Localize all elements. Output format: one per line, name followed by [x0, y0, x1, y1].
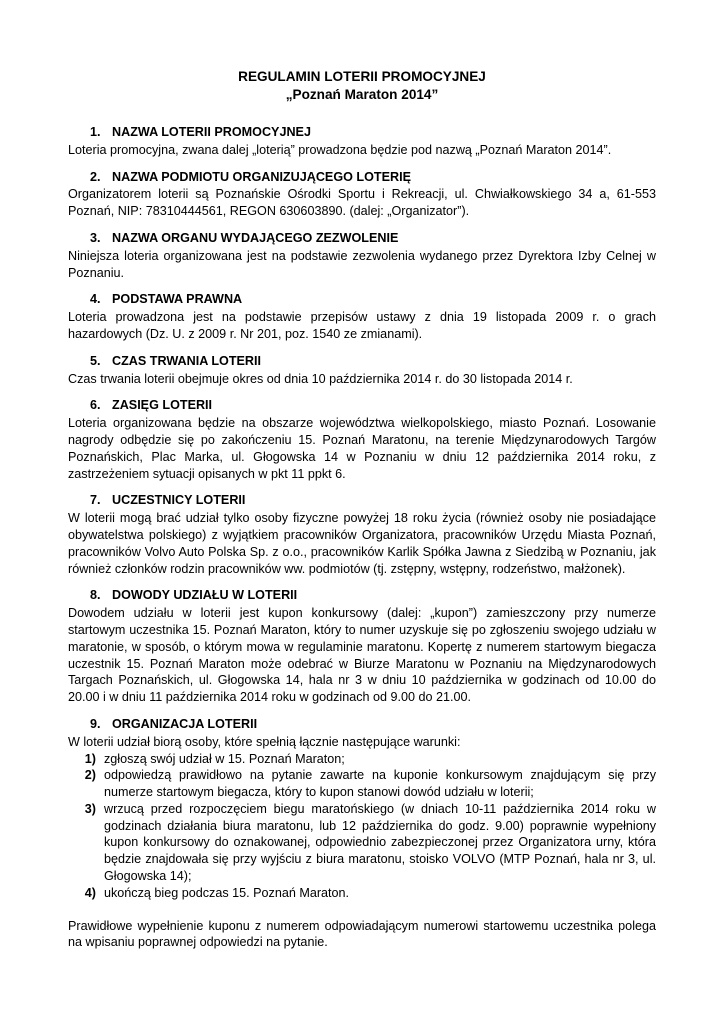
section-1 — [68, 124, 656, 159]
conditions-list — [68, 751, 656, 902]
document-subtitle: „Poznań Maraton 2014” — [285, 87, 439, 102]
section-3 — [68, 230, 656, 281]
section-title: NAZWA LOTERII PROMOCYJNEJ — [112, 125, 311, 139]
section-title: ORGANIZACJA LOTERII — [112, 716, 258, 731]
document-title: REGULAMIN LOTERII PROMOCYJNEJ — [238, 69, 486, 84]
section-title: CZAS TRWANIA LOTERII — [112, 353, 262, 368]
list-item — [68, 801, 656, 885]
section-text: W loterii udział biorą osoby, które spełnią łącznie następujące warunki: — [68, 734, 461, 749]
section-number: 6. — [90, 398, 101, 413]
section-2 — [68, 169, 656, 220]
section-8 — [68, 587, 656, 706]
section-heading — [68, 587, 656, 604]
section-number: 3. — [90, 230, 101, 245]
list-item-text: zgłoszą swój udział w 15. Poznań Maraton; — [104, 751, 345, 766]
section-6 — [68, 397, 656, 482]
section-heading — [68, 492, 656, 509]
section-heading — [68, 169, 656, 186]
section-text: Loteria prowadzona jest na podstawie przepisów ustawy z dnia 19 listopada 2009 r. o grach hazardowych (Dz. U. z 2009 r. Nr 201, poz. 1540 ze zmianami). — [68, 310, 656, 341]
section-title: PODSTAWA PRAWNA — [112, 292, 243, 307]
section-9 — [68, 716, 656, 902]
section-text: Loteria organizowana będzie na obszarze województwa wielkopolskiego, miasto Poznań. Losowanie nagrody odbędzie się po zakończeniu 15. Poznań Maratonu, na terenie Międzynarodowych Targów Poznańskich, Plac Marka, ul. Głogowska 14 w Poznaniu w dniu 12 października 2014 roku, z zastrzeżeniem sytuacji opisanych w pkt 11 ppkt 6. — [68, 416, 656, 481]
section-title: DOWODY UDZIAŁU W LOTERII — [112, 588, 298, 603]
section-4 — [68, 291, 656, 342]
section-number: 2. — [90, 169, 101, 184]
section-title: NAZWA ORGANU WYDAJĄCEGO ZEZWOLENIE — [112, 230, 399, 245]
list-item — [68, 751, 656, 768]
section-number: 5. — [90, 353, 101, 368]
list-item — [68, 885, 656, 902]
closing-paragraph: Prawidłowe wypełnienie kuponu z numerem odpowiadającym numerowi startowemu uczestnika polega na wpisaniu poprawnej odpowiedzi na pytanie. — [68, 918, 656, 950]
section-text: Loteria promocyjna, zwana dalej „loterią” prowadzona będzie pod nazwą „Poznań Maraton 2014”. — [68, 142, 612, 157]
section-heading — [68, 716, 656, 733]
section-text: Czas trwania loterii obejmuje okres od dnia 10 października 2014 r. do 30 listopada 2014 r. — [68, 371, 573, 386]
section-heading — [68, 353, 656, 370]
list-item-text: ukończą bieg podczas 15. Poznań Maraton. — [104, 885, 350, 900]
section-title: UCZESTNICY LOTERII — [112, 493, 246, 508]
list-item-number: 4) — [84, 885, 96, 900]
section-heading — [68, 124, 656, 141]
list-item-text: wrzucą przed rozpoczęciem biegu maratońskiego (w dniach 10-11 października 2014 roku w godzinach działania biura maratonu, lub 12 października do godz. 9.00) poprawnie wypełniony kupon konkursowy do oznakowanej, odpowiednio zabezpieczonej przez Organizatora urny, która będzie znajdowała się przy wyjściu z biura maratonu, stoisko VOLVO (MTP Poznań, hala nr 3, ul. Głogowska 14); — [104, 801, 656, 884]
section-number: 9. — [90, 716, 101, 731]
section-title: ZASIĘG LOTERII — [112, 398, 213, 413]
section-number: 8. — [90, 588, 101, 603]
section-heading — [68, 230, 656, 247]
section-text: Niniejsza loteria organizowana jest na podstawie zezwolenia wydanego przez Dyrektora Izby Celnej w Poznaniu. — [68, 248, 656, 280]
section-5 — [68, 353, 656, 388]
list-item-number: 1) — [84, 751, 96, 766]
document-page — [68, 68, 656, 951]
section-number: 1. — [90, 125, 101, 139]
list-item-number: 3) — [84, 801, 96, 816]
section-text: W loterii mogą brać udział tylko osoby fizyczne powyżej 18 roku życia (również osoby nie posiadające obywatelstwa polskiego) z wyjątkiem pracowników Organizatora, pracowników Urzędu Miasta Poznań, pracowników Volvo Auto Polska Sp. z o.o., pracowników Karlik Spółka Jawna z Siedzibą w Poznaniu, jak również członków rodzin pracowników ww. podmiotów (tj. zstępny, wstępny, rodzeństwo, małżonek). — [68, 511, 656, 576]
list-item-number: 2) — [84, 768, 96, 783]
section-text: Organizatorem loterii są Poznańskie Ośrodki Sportu i Rekreacji, ul. Chwiałkowskiego 34 a, 61-553 Poznań, NIP: 78310444561, REGON 630603890. (dalej: „Organizator”). — [68, 187, 656, 219]
section-title: NAZWA PODMIOTU ORGANIZUJĄCEGO LOTERIĘ — [112, 169, 411, 184]
section-heading — [68, 397, 656, 414]
section-number: 7. — [90, 493, 101, 508]
list-item-text: odpowiedzą prawidłowo na pytanie zawarte na kuponie konkursowym znajdującym się przy numerze startowym biegacza, który to kupon stanowi dowód udziału w loterii; — [104, 768, 656, 800]
section-7 — [68, 492, 656, 577]
list-item — [68, 767, 656, 801]
section-heading — [68, 291, 656, 308]
section-text: Dowodem udziału w loterii jest kupon konkursowy (dalej: „kupon”) zamieszczony przy numerze startowym uczestnika 15. Poznań Maraton, który to numer uzyskuje się po zgłoszeniu swojego udziału w maratonie, w sposób, o którym mowa w regulaminie maratonu. Kopertę z numerem startowym biegacza uczestnik 15. Poznań Maraton może odebrać w Biurze Maratonu w Poznaniu na Międzynarodowych Targach Poznańskich, ul. Głogowska 14, hala nr 3 w dniu 10 października w godzinach od 10.00 do 20.00 i w dniu 11 października 2014 roku w godzinach od 9.00 do 21.00. — [68, 606, 656, 705]
section-number: 4. — [90, 292, 101, 307]
